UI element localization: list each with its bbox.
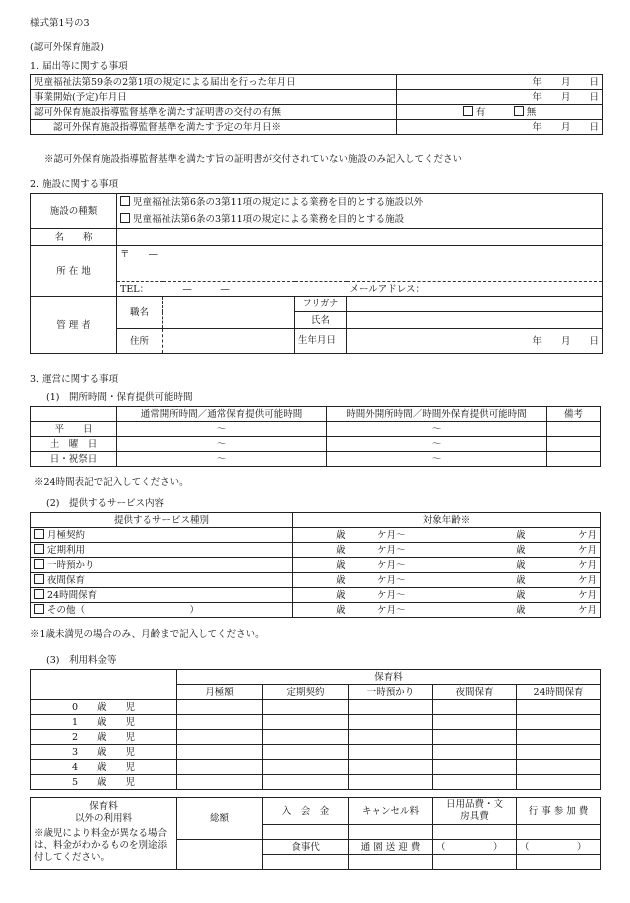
hours-field[interactable]: 〜	[117, 422, 327, 437]
bus-fee-label: 通 園 送 迎 費	[349, 840, 433, 855]
age-to-field[interactable]: 歳	[469, 588, 529, 603]
fee-field[interactable]	[433, 775, 517, 790]
hours-field[interactable]: 〜	[117, 437, 327, 452]
spacer	[409, 528, 469, 543]
age-to-field[interactable]: 歳	[469, 543, 529, 558]
fee-col-header: 定期契約	[263, 685, 349, 700]
custom-fee-field-1[interactable]	[433, 855, 517, 870]
row-label: 土 曜 日	[31, 437, 117, 452]
other-fees-table	[30, 797, 601, 870]
fee-col-header: 月極額	[177, 685, 263, 700]
month-to-field[interactable]: ケ月	[529, 558, 601, 573]
table-row	[31, 588, 601, 603]
hours-field[interactable]: 〜	[327, 437, 547, 452]
fee-col-header: 24時間保育	[517, 685, 601, 700]
bus-fee-field[interactable]	[349, 855, 433, 870]
hours-table	[30, 406, 601, 467]
section1-heading: 1. 届出等に関する事項	[30, 61, 128, 72]
daily-goods-label: 日用品費・文 房具費	[433, 798, 517, 825]
other-fees-label: 保育料 以外の利用料 ※歳児により料金が異なる場合は、料金がわかるものを別途添付してください。	[31, 798, 177, 870]
hours-field[interactable]: 〜	[117, 452, 327, 467]
month-to-field[interactable]: ケ月	[529, 543, 601, 558]
row-label: 認可外保育施設指導監督基準を満たす証明書の交付の有無	[31, 105, 397, 120]
checkbox[interactable]	[120, 196, 130, 206]
event-fee-field[interactable]	[517, 825, 601, 840]
fee-col-header: 一時預かり	[349, 685, 433, 700]
corner-cell	[31, 407, 117, 422]
fee-group-header: 保育料	[177, 670, 601, 685]
section2-heading: 2. 施設に関する事項	[30, 179, 119, 190]
spacer	[409, 558, 469, 573]
month-to-field[interactable]: ケ月	[529, 528, 601, 543]
remarks-field[interactable]	[547, 422, 601, 437]
fee-field[interactable]	[349, 775, 433, 790]
fee-field[interactable]	[263, 775, 349, 790]
age-from-field[interactable]: 歳	[293, 558, 349, 573]
fee-col-header: 夜間保育	[433, 685, 517, 700]
age-to-field[interactable]: 歳	[469, 558, 529, 573]
section3-heading: 3. 運営に関する事項	[30, 374, 119, 385]
corner-cell	[31, 670, 177, 700]
service-type[interactable]: 一時預かり	[31, 558, 293, 573]
table-row	[31, 730, 601, 745]
service-type[interactable]: その他（ ）	[31, 603, 293, 618]
table-row	[31, 75, 603, 90]
month-from-field[interactable]: ケ月〜	[349, 588, 409, 603]
hours-field[interactable]: 〜	[327, 452, 547, 467]
fee-field[interactable]	[349, 745, 433, 760]
table-row	[31, 700, 601, 715]
event-fee-label: 行 事 参 加 費	[517, 798, 601, 825]
facility-type-label: 施設の種類	[31, 194, 117, 229]
month-to-field[interactable]: ケ月	[529, 573, 601, 588]
facility-table	[30, 193, 603, 354]
checkbox[interactable]	[120, 213, 130, 223]
tel-field[interactable]: TEL： — —	[117, 282, 347, 297]
fee-field[interactable]	[177, 730, 263, 745]
fee-field[interactable]	[177, 775, 263, 790]
fee-field[interactable]	[433, 715, 517, 730]
cancel-fee-field[interactable]	[349, 825, 433, 840]
checkbox-yes[interactable]	[463, 106, 473, 116]
fee-field[interactable]	[517, 745, 601, 760]
month-from-field[interactable]: ケ月〜	[349, 603, 409, 618]
table-row	[31, 120, 603, 135]
fee-field[interactable]	[263, 730, 349, 745]
furigana-field[interactable]	[347, 297, 603, 312]
job-label: 職名	[117, 297, 163, 329]
month-to-field[interactable]: ケ月	[529, 588, 601, 603]
furigana-label: フリガナ	[295, 297, 347, 312]
hours-field[interactable]: 〜	[327, 422, 547, 437]
age-from-field[interactable]: 歳	[293, 603, 349, 618]
fee-field[interactable]	[433, 760, 517, 775]
row-label: 事業開始(予定)年月日	[31, 90, 397, 105]
spacer	[409, 543, 469, 558]
address-label: 所 在 地	[31, 246, 117, 297]
fee-field[interactable]	[517, 730, 601, 745]
table-row	[31, 715, 601, 730]
row-label: 認可外保育施設指導監督基準を満たす予定の年月日※	[31, 120, 397, 135]
facility-type-option1[interactable]: 児童福祉法第6条の3第11項の規定による業務を目的とする施設以外	[117, 194, 603, 212]
total-field[interactable]	[177, 840, 263, 870]
fee-field[interactable]	[177, 745, 263, 760]
age-to-field[interactable]: 歳	[469, 528, 529, 543]
fee-field[interactable]	[349, 730, 433, 745]
birth-field[interactable]: 年 月 日	[347, 329, 603, 354]
facility-name-field[interactable]	[117, 229, 603, 246]
table-row	[31, 90, 603, 105]
age-label: 1 歳 児	[31, 715, 177, 730]
facility-name-label: 名 称	[31, 229, 117, 246]
cancel-fee-label: キャンセル料	[349, 798, 433, 825]
month-from-field[interactable]: ケ月〜	[349, 573, 409, 588]
spacer	[409, 588, 469, 603]
job-field[interactable]	[163, 297, 295, 329]
facility-type-option2[interactable]: 児童福祉法第6条の3第11項の規定による業務を目的とする施設	[117, 211, 603, 229]
fee-field[interactable]	[263, 745, 349, 760]
fee-field[interactable]	[349, 760, 433, 775]
checkbox[interactable]	[34, 559, 44, 569]
hours-note: ※24時間表記で記入してください。	[34, 477, 189, 488]
fee-field[interactable]	[263, 760, 349, 775]
age-label: 4 歳 児	[31, 760, 177, 775]
age-to-field[interactable]: 歳	[469, 603, 529, 618]
custom-fee-label-1[interactable]: （ ）	[433, 840, 517, 855]
row-label: 平 日	[31, 422, 117, 437]
remarks-field[interactable]	[547, 452, 601, 467]
form-number: 様式第1号の3	[30, 18, 90, 29]
checkbox[interactable]	[34, 604, 44, 614]
fee-field[interactable]	[433, 700, 517, 715]
services-heading: (2) 提供するサービス内容	[46, 498, 164, 509]
name-label: 氏名	[295, 312, 347, 329]
daily-goods-field[interactable]	[433, 825, 517, 840]
fee-field[interactable]	[177, 700, 263, 715]
table-row	[31, 528, 601, 543]
date-field[interactable]: 年 月 日	[397, 75, 603, 90]
month-from-field[interactable]: ケ月〜	[349, 528, 409, 543]
age-label: 3 歳 児	[31, 745, 177, 760]
service-type[interactable]: 定期利用	[31, 543, 293, 558]
mail-field[interactable]: メールアドレス：	[347, 282, 603, 297]
remarks-field[interactable]	[547, 437, 601, 452]
service-type[interactable]: 夜間保育	[31, 573, 293, 588]
fee-field[interactable]	[349, 700, 433, 715]
fees-heading: (3) 利用料金等	[46, 655, 117, 666]
fee-field[interactable]	[433, 745, 517, 760]
form-title: (認可外保育施設)	[30, 42, 104, 53]
fee-field[interactable]	[177, 715, 263, 730]
row-label: 児童福祉法第59条の2第1項の規定による届出を行った年月日	[31, 75, 397, 90]
date-field[interactable]: 年 月 日	[397, 90, 603, 105]
col-header: 備考	[547, 407, 601, 422]
fee-field[interactable]	[433, 730, 517, 745]
age-label: 5 歳 児	[31, 775, 177, 790]
age-from-field[interactable]: 歳	[293, 573, 349, 588]
age-label: 0 歳 児	[31, 700, 177, 715]
col-header: 提供するサービス種別	[31, 513, 293, 528]
col-header: 通常開所時間／通常保育提供可能時間	[117, 407, 327, 422]
residence-field[interactable]	[163, 329, 295, 354]
table-row	[31, 558, 601, 573]
age-label: 2 歳 児	[31, 730, 177, 745]
fee-field[interactable]	[517, 700, 601, 715]
entry-fee-label: 入 会 金	[263, 798, 349, 825]
row-label: 日・祝祭日	[31, 452, 117, 467]
checkbox[interactable]	[34, 574, 44, 584]
table-row	[31, 775, 601, 790]
col-header: 時間外開所時間／時間外保育提供可能時間	[327, 407, 547, 422]
services-note: ※1歳未満児の場合のみ、月齢まで記入してください。	[30, 629, 265, 640]
table-row	[31, 745, 601, 760]
name-field[interactable]	[347, 312, 603, 329]
age-to-field[interactable]: 歳	[469, 573, 529, 588]
address-field[interactable]: 〒 —	[117, 246, 603, 282]
fee-field[interactable]	[517, 715, 601, 730]
total-label: 総額	[177, 798, 263, 840]
entry-fee-field[interactable]	[263, 825, 349, 840]
service-type[interactable]: 月極契約	[31, 528, 293, 543]
hours-heading: (1) 開所時間・保育提供可能時間	[46, 392, 193, 403]
service-type[interactable]: 24時間保育	[31, 588, 293, 603]
fee-field[interactable]	[263, 715, 349, 730]
certificate-options: 有 無	[397, 105, 603, 120]
spacer	[409, 603, 469, 618]
manager-label: 管 理 者	[31, 297, 117, 354]
checkbox[interactable]	[34, 589, 44, 599]
table-row	[31, 105, 603, 120]
age-from-field[interactable]: 歳	[293, 528, 349, 543]
table-row	[31, 603, 601, 618]
date-field[interactable]: 年 月 日	[397, 120, 603, 135]
fees-table	[30, 669, 601, 790]
col-header: 対象年齢※	[293, 513, 601, 528]
checkbox-no[interactable]	[514, 106, 524, 116]
month-from-field[interactable]: ケ月〜	[349, 558, 409, 573]
fee-field[interactable]	[177, 760, 263, 775]
services-table	[30, 512, 601, 618]
notification-table	[30, 74, 603, 135]
fee-field[interactable]	[349, 715, 433, 730]
spacer	[409, 573, 469, 588]
table-row	[31, 760, 601, 775]
fee-field[interactable]	[263, 700, 349, 715]
month-to-field[interactable]: ケ月	[529, 603, 601, 618]
residence-label: 住所	[117, 329, 163, 354]
age-from-field[interactable]: 歳	[293, 588, 349, 603]
month-from-field[interactable]: ケ月〜	[349, 543, 409, 558]
meal-fee-field[interactable]	[263, 855, 349, 870]
fee-field[interactable]	[517, 775, 601, 790]
meal-fee-label: 食事代	[263, 840, 349, 855]
birth-label: 生年月日	[295, 329, 347, 354]
fee-field[interactable]	[517, 760, 601, 775]
table-row	[31, 573, 601, 588]
table-row	[31, 543, 601, 558]
age-from-field[interactable]: 歳	[293, 543, 349, 558]
custom-fee-field-2[interactable]	[517, 855, 601, 870]
checkbox[interactable]	[34, 544, 44, 554]
section1-note: ※認可外保育施設指導監督基準を満たす旨の証明書が交付されていない施設のみ記入してください	[44, 154, 463, 165]
custom-fee-label-2[interactable]: （ ）	[517, 840, 601, 855]
checkbox[interactable]	[34, 529, 44, 539]
